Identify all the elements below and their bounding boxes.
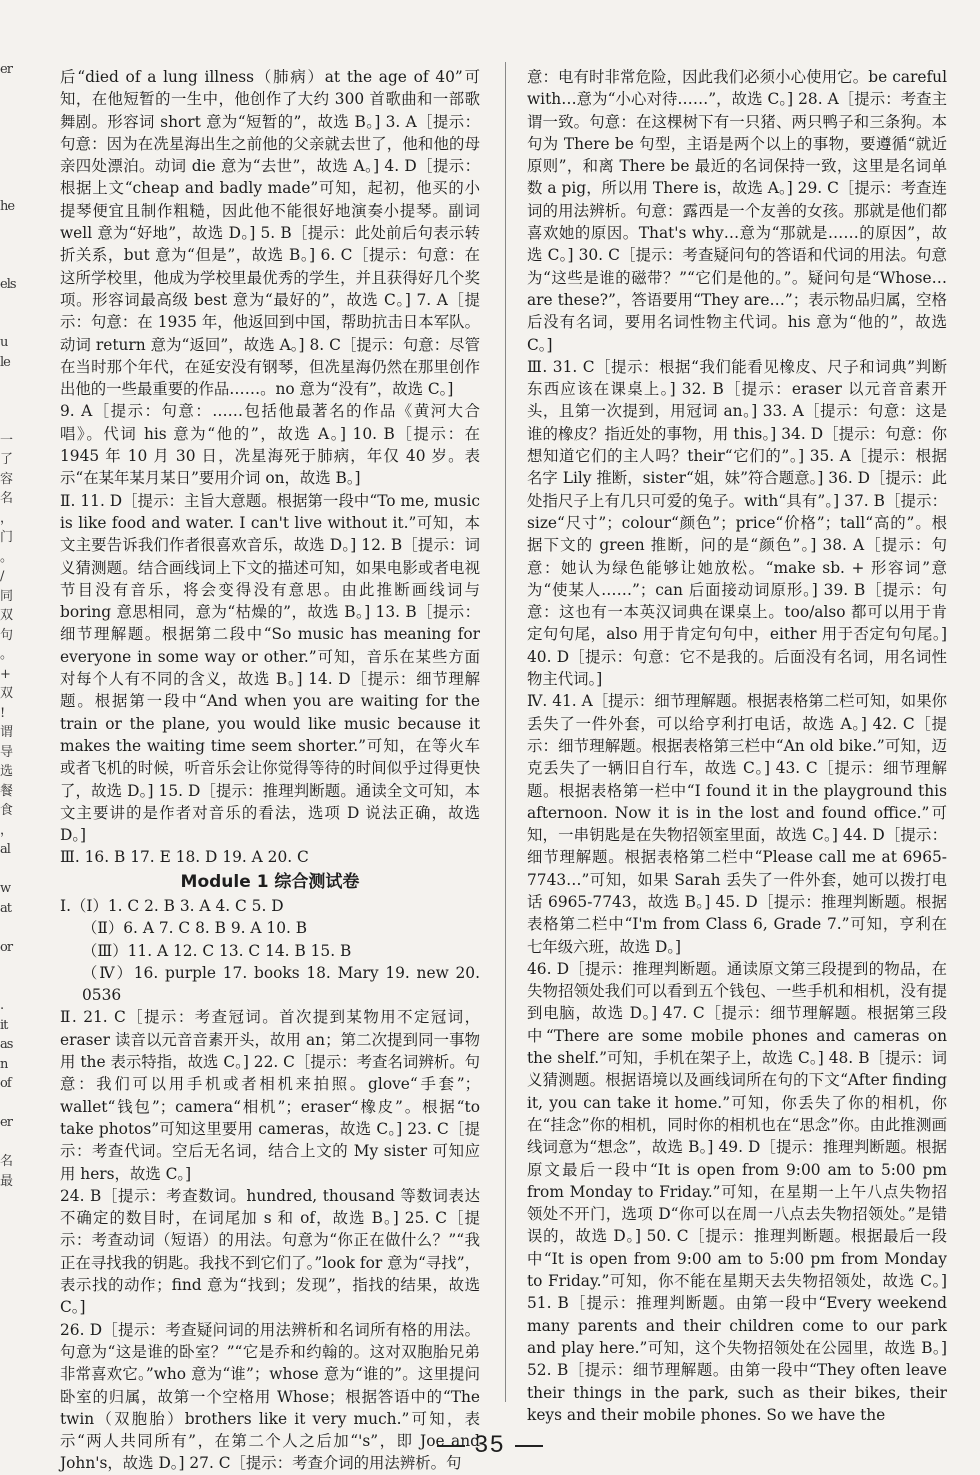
page-number-footer [0, 1431, 980, 1459]
right-paragraph-3: Ⅳ. 41. A［提示：细节理解题。根据表格第二栏可知，如果你丢失了一件外套，可以给亨利打电话，故选 A。] 42. C［提示：细节理解题。根据表格第三栏中“An old bike.”可知，迈克丢失了一辆旧自行车，故选 C。] 43. C［提示：细节理解题。根据表格第一栏中“I found it in the playground this afternoon. Now it is in the lost and found office.”可知，一串钥匙是在失物招领室里面，故选 C。] 44. D［提示：细节理解题。根据表格第二栏中“Please call me at 6965-7743…”可知，如果 Sarah 丢失了一件外套，她可以拨打电话 6965-7743，故选 B。] 45. D［提示：推理判断题。根据表格第二栏中“I'm from Class 6, Grade 7.”可知，亨利在七年级六班，故选 D。] [527, 692, 947, 956]
right-paragraph-4: 46. D［提示：推理判断题。通读原文第三段提到的物品，在失物招领处我们可以看到五个钱包、一些手机和相机，没有提到电脑，故选 D。] 47. C［提示：细节理解题。根据第三段中“There are some mobile phones and cameras on the shelf.”可知，手机在架子上，故选 C。] 48. B［提示：词义猜测题。根据语境以及画线词所在句的下文“After finding it, you can take it home.”可知，你丢失了你的相机，你在“挂念”你的相机，同时你的相机也在“思念”你。由此推测画线词意为“想念”，故选 B。] 49. D［提示：推理判断题。根据原文最后一段中“It is open from 9:00 am to 5:00 pm from Monday to Friday.”可知，在星期一上午八点失物招领处不开门，选项 D“你可以在周一八点去失物招领处。”是错误的，故选 D。] 50. C［提示：推理判断题。根据最后一段中“It is open from 9:00 am to 5:00 pm from Monday to Friday.”可知，你不能在星期天去失物招领处，故选 C。] 51. B［提示：推理判断题。由第一段中“Every weekend many parents and their children come to our park and play here.”可知，这个失物招领处在公园里，故选 B。] 52. B［提示：细节理解题。由第一段中“They often leave their things in the park, such as their bikes, their keys and their mobile phones. So we have the [527, 959, 947, 1424]
left-paragraph-2: 9. A［提示：句意：……包括他最著名的作品《黄河大合唱》。代词 his 意为“他的”，故选 A。] 10. B［提示：在 1945 年 10 月 30 日，冼星海死于肺病，年仅 40 岁。表示“在某年某月某日”要用介词 on，故选 B。] [60, 402, 480, 488]
left-column [60, 66, 480, 1473]
left-paragraph-1: 后“died of a lung illness（肺病）at the age of 40”可知，在他短暂的一生中，他创作了大约 300 首歌曲和一部歌舞剧。形容词 short 意为“短暂的”，故选 B。] 3. A［提示：句意：因为在冼星海出生之前他的父亲就去世了，他和他的母亲四处漂泊。动词 die 意为“去世”，故选 A。] 4. D［提示：根据上文“cheap and badly made”可知，起初，他买的小提琴便宜且制作粗糙，因此他不能很好地演奏小提琴。副词 well 意为“好地”，故选 D。] 5. B［提示：此处前后句表示转折关系，but 意为“但是”，故选 B。] 6. C［提示：句意：在这所学校里，他成为学校里最优秀的学生，并且获得好几个奖项。形容词最高级 best 意为“最好的”，故选 C。] 7. A［提示：句意：在 1935 年，他返回到中国，帮助抗击日本军队。动词 return 意为“返回”，故选 A。] 8. C［提示：句意：尽管在当时那个年代，在延安没有钢琴，但冼星海仍然在那里创作出他的一些最重要的作品……。no 意为“没有”，故选 C。] [60, 68, 480, 399]
right-paragraph-2: Ⅲ. 31. C［提示：根据“我们能看见橡皮、尺子和词典”判断东西应该在课桌上。] 32. B［提示：eraser 以元音音素开头，且第一次提到，用冠词 an。] 33. A［提示：句意：这是谁的橡皮？指近处的事物，用 this。] 34. D［提示：句意：你想知道它们的主人吗？their“它们的”。] 35. A［提示：根据名字 Lily 推断，sister“姐，妹”符合题意。] 36. D［提示：此处指尺子上有几只可爱的兔子。with“具有”。] 37. B［提示：size“尺寸”；colour“颜色”；price“价格”；tall“高的”。根据下文的 green 推断，问的是“颜色”。] 38. A［提示：句意：她认为绿色能够让她放松。“make sb. + 形容词”意为“使某人……”；can 后面接动词原形。] 39. B［提示：句意：这也有一本英汉词典在课桌上。too/also 都可以用于肯定句句尾，also 用于肯定句句中，either 用于否定句句尾。] 40. D［提示：句意：它不是我的。后面没有名词，用名词性物主代词。] [527, 357, 947, 689]
left-paragraph-6: 24. B［提示：考查数词。hundred, thousand 等数词表达不确定的数目时，在词尾加 s 和 of，故选 B。] 25. C［提示：考查动词（短语）的用法。句意为“你正在做什么？”“我正在寻找我的钥匙。我找不到它们了。”look for 意为“寻找”，表示找的动作；find 意为“找到；发现”，指找的结果，故选 C。] [60, 1186, 480, 1317]
footer-dash-left [437, 1445, 465, 1447]
left-paragraph-5: Ⅱ. 21. C［提示：考查冠词。首次提到某物用不定冠词，eraser 读音以元音音素开头，故用 an；第二次提到同一事物用 the 表示特指，故选 C。] 22. C［提示：考查名词辨析。句意：我们可以用手机或者相机来拍照。glove“手套”；wallet“钱包”；camera“相机”；eraser“橡皮”。根据“to take photos”可知这里要用 cameras，故选 C。] 23. C［提示：考查代词。空后无名词，结合上文的 My sister 可知应用 hers，故选 C。] [60, 1008, 480, 1183]
left-edge-fragments: er he els u le 一 了 容 名 ， 门 。 / 同 双 句 。 + 双 ! 谓 导 选 餐 食 ， al w at or . it as n of er 名 最 [0, 62, 16, 1189]
page-number: 35 [474, 1431, 506, 1458]
answer-line-1: Ⅰ.（Ⅰ）1. C 2. B 3. A 4. C 5. D [60, 896, 284, 915]
module-title: Module 1 综合测试卷 [180, 871, 360, 892]
answer-line-4: （Ⅳ）16. purple 17. books 18. Mary 19. new 20. 0536 [82, 963, 480, 1005]
footer-dash-right [515, 1445, 543, 1447]
left-paragraph-4: Ⅲ. 16. B 17. E 18. D 19. A 20. C [60, 848, 309, 867]
answer-line-2: （Ⅱ）6. A 7. C 8. B 9. A 10. B [82, 919, 308, 938]
left-paragraph-3: Ⅱ. 11. D［提示：主旨大意题。根据第一段中“To me, music is like food and water. I can't live without it.”可知，本文主要告诉我们作者很喜欢音乐，故选 D。] 12. B［提示：词义猜测题。结合画线词上下文的描述可知，如果电影或者电视节目没有音乐，将会变得没有意思。由此推断画线词与 boring 意思相同，意为“枯燥的”，故选 B。] 13. B［提示：细节理解题。根据第二段中“So music has meaning for everyone in some way or other.”可知，音乐在某些方面对每个人有不同的含义，故选 B。] 14. D［提示：细节理解题。根据第一段中“And when you are waiting for the train or the plane, you would like music because it makes the waiting time seem shorter.”可知，在等火车或者飞机的时候，听音乐会让你觉得等待的时间似乎过得更快了，故选 D。] 15. D［提示：推理判断题。通读全文可知，本文主要讲的是作者对音乐的看法，选项 D 说法正确，故选 D。] [60, 491, 480, 845]
column-divider [505, 62, 506, 1402]
answer-line-3: （Ⅲ）11. A 12. C 13. C 14. B 15. B [82, 941, 352, 960]
right-paragraph-1: 意：电有时非常危险，因此我们必须小心使用它。be careful with…意为“小心对待……”，故选 C。] 28. A［提示：考查主谓一致。句意：在这棵树下有一只猪、两只鸭子和三条狗。本句为 There be 句型，主语是两个以上的事物，要遵循“就近原则”，和离 There be 最近的名词保持一致，这里是名词单数 a pig，所以用 There is，故选 A。] 29. C［提示：考查连词的用法辨析。句意：露西是一个友善的女孩。那就是他们都喜欢她的原因。That's why…意为“那就是……的原因”，故选 C。] 30. C［提示：考查疑问句的答语和代词的用法。句意为“这些是谁的磁带？”“它们是他的。”。疑问句是“Whose…are these?”，答语要用“They are…”；表示物品归属，空格后没有名词，要用名词性物主代词。his 意为“他的”，故选 C。] [527, 68, 947, 354]
right-column [527, 66, 947, 1424]
left-paragraph-7: 26. D［提示：考查疑问词的用法辨析和名词所有格的用法。句意为“这是谁的卧室？”“它是乔和约翰的。这对双胞胎兄弟非常喜欢它。”who 意为“谁”；whose 意为“谁的”。这里提问卧室的归属，故第一个空格用 Whose；根据答语中的“The twin（双胞胎）brothers like it very much.”可知，表示“两人共同所有”，在第二个人之后加“'s”，即 Joe and John's，故选 D。] 27. C［提示：考查介词的用法辨析。句 [60, 1320, 480, 1473]
